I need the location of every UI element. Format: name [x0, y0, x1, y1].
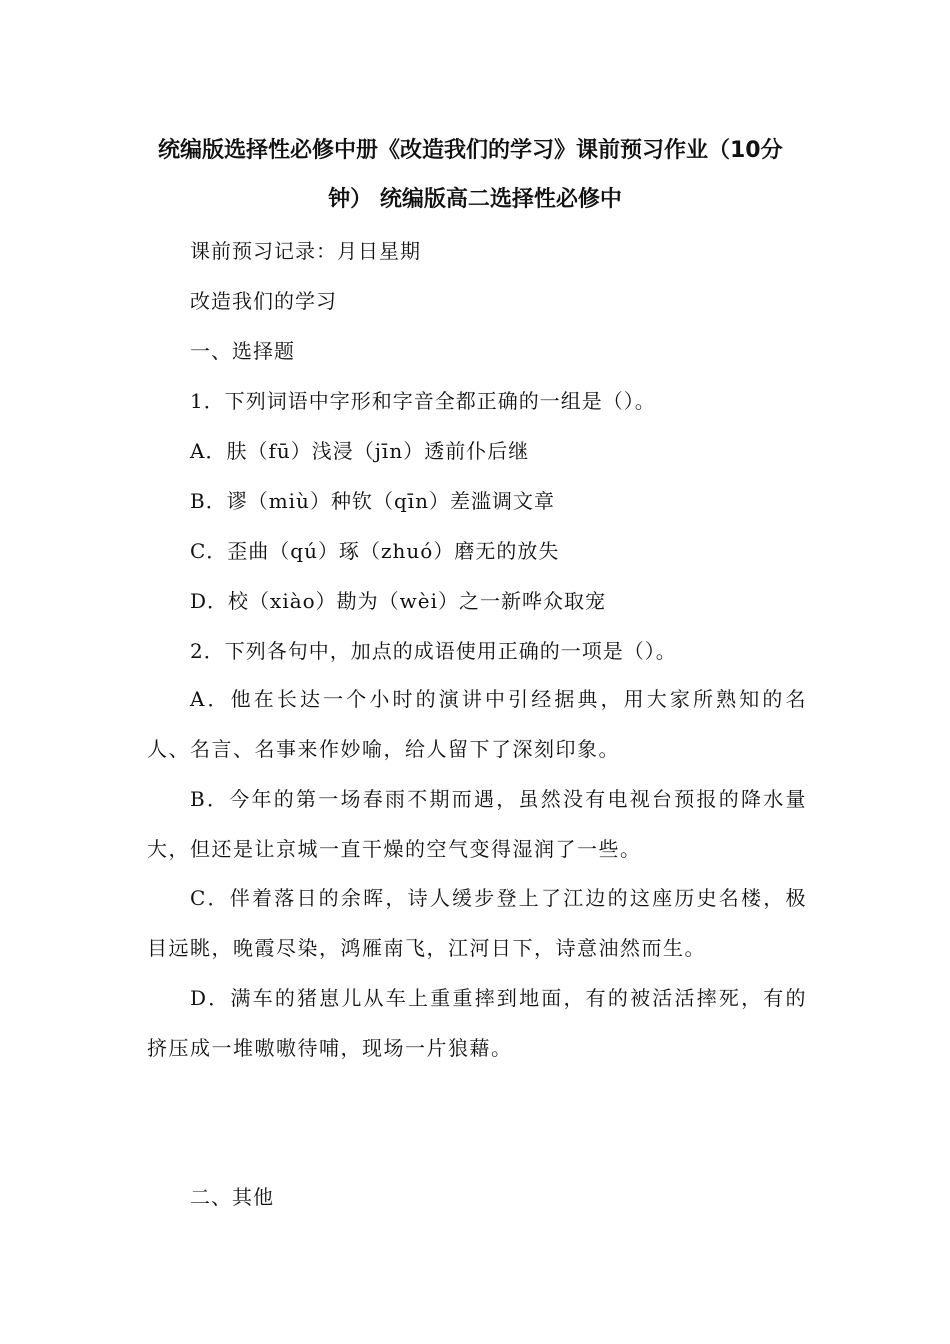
lesson-title: 改造我们的学习	[190, 289, 337, 313]
section-heading-choice: 一、选择题	[190, 339, 295, 363]
question-2-stem: 2．下列各句中，加点的成语使用正确的一项是（）。	[190, 639, 677, 663]
section-heading-other: 二、其他	[190, 1185, 274, 1209]
question-2-option-b: B．今年的第一场春雨不期而遇，虽然没有电视台预报的降水量大，但还是让京城一直干燥的空气变得湿润了一些。	[147, 787, 807, 861]
question-1-option-d: D．校（xiào）勘为（wèi）之一新哗众取宠	[190, 589, 607, 613]
question-1-option-b: B．谬（miù）种钦（qīn）差滥调文章	[190, 489, 556, 513]
question-1-stem: 1．下列词语中字形和字音全都正确的一组是（）。	[190, 389, 656, 413]
question-1-option-c: C．歪曲（qú）琢（zhuó）磨无的放失	[190, 539, 560, 563]
question-2-option-c: C．伴着落日的余晖，诗人缓步登上了江边的这座历史名楼，极目远眺，晚霞尽染，鸿雁南飞，江河日下，诗意油然而生。	[147, 886, 807, 960]
record-line: 课前预习记录：月日星期	[190, 239, 421, 263]
question-2-option-d: D．满车的猪崽儿从车上重重摔到地面，有的被活活摔死，有的挤压成一堆嗷嗷待哺，现场一片狼藉。	[147, 986, 807, 1060]
question-2-option-a: A．他在长达一个小时的演讲中引经据典，用大家所熟知的名人、名言、名事来作妙喻，给人留下了深刻印象。	[147, 687, 807, 761]
document-title-line-1: 统编版选择性必修中册《改造我们的学习》课前预习作业（10分	[158, 138, 783, 163]
question-1-option-a: A．肤（fū）浅浸（jīn）透前仆后继	[190, 439, 530, 463]
document-title-line-2: 钟） 统编版高二选择性必修中	[328, 187, 622, 212]
